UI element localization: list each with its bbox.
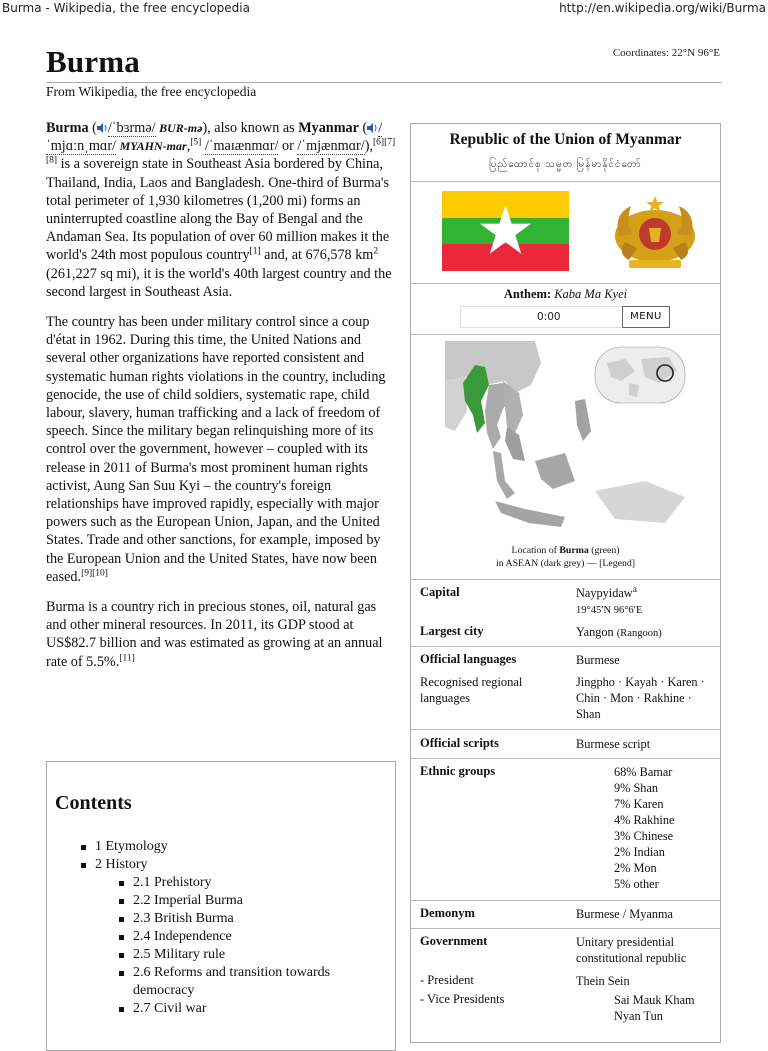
ref-link[interactable]: [6][7][8] xyxy=(46,137,396,166)
ref-link[interactable]: [5] xyxy=(190,137,202,148)
toc-item[interactable]: 2.6 Reforms and transition towards democracy xyxy=(119,964,389,1000)
divider xyxy=(411,334,720,335)
paragraph-intro: Burma ( /ˈbɜrmə/ BUR-mə), also known as Myanmar ( /ˈmjɑːnˌmɑr/ MYAHN-mar,[5] /ˈmaɪænmɑr/ or /ˈmjænmɑr/),[6][7][8] is a sovereign state in Southeast Asia bordered by China, Thailand, India, Laos and Bangladesh. One-third of Burma's total perimeter of 1,930 kilometres (1,200 mi) forms an uninterrupted coastline along the Bay of Bengal and the Andaman Sea. Its population of over 60 million makes it the world's 24th most populous country[1] and, at 676,578 $km^2$ (261,227 sq mi), it is the world's 40th largest country and the second largest in Southeast Asia. xyxy=(46,120,396,300)
flag-image[interactable] xyxy=(442,191,569,271)
toc-item[interactable]: 2.5 Military rule xyxy=(119,946,389,964)
toc-level1 xyxy=(81,838,168,874)
paragraph-economy xyxy=(46,598,396,671)
superscript-2: 2 xyxy=(373,246,379,257)
toc-item[interactable]: 2.4 Independence xyxy=(119,928,389,946)
vice-presidents-label[interactable]: - Vice Presidents xyxy=(420,992,505,1006)
divider xyxy=(411,181,720,182)
regional-languages-label: Recognised regional languages xyxy=(420,675,523,705)
text-intro-1: is a sovereign state in Southeast Asia bordered by China, Thailand, India, Laos and Bangladesh. One-third of Burma's total perimeter of 1,930 kilometres (1,200 mi) forms an uninterrupted coastline along the Bay of Bengal and the Andaman Sea. Its population of over 60 million makes it the world's 24th most populous country xyxy=(46,156,390,264)
infobox xyxy=(410,123,721,1043)
ethnic-group-item[interactable]: 4% Rakhine xyxy=(614,813,675,827)
demonym-value: Burmese / Myanma xyxy=(576,907,673,921)
ref-link[interactable]: [1] xyxy=(249,246,261,257)
player-menu-button[interactable]: MENU xyxy=(622,306,670,328)
toc-level2 xyxy=(119,874,389,1018)
divider xyxy=(411,646,720,647)
demonym-label: Demonym xyxy=(420,906,475,920)
ethnic-group-item[interactable]: 5% other xyxy=(614,877,659,891)
article-title: Burma xyxy=(46,44,140,79)
coordinates[interactable]: Coordinates: 22°N 96°E xyxy=(612,47,720,59)
map-caption-text: Location of xyxy=(511,545,557,556)
respelling-burma[interactable]: BUR-mə xyxy=(159,121,203,135)
text-intro-2: and, at 676,578 km xyxy=(260,247,374,264)
capital-link[interactable]: Naypyidaw xyxy=(576,586,633,600)
map-caption-legend[interactable]: in ASEAN (dark grey) — [Legend] xyxy=(495,558,636,569)
text-or: or xyxy=(278,138,294,155)
article-subtitle: From Wikipedia, the free encyclopedia xyxy=(46,84,257,99)
bold-burma: Burma xyxy=(46,120,89,136)
toc-item[interactable]: 2.3 British Burma xyxy=(119,910,389,928)
page-url[interactable]: http://en.wikipedia.org/wiki/Burma xyxy=(559,1,766,15)
text-economy: Burma is a country rich in precious stones, oil, natural gas and other mineral resources. In 2011, its GDP stood at US$82.7 billion and was estimated as growing at an annual rate of 5.5%. xyxy=(46,599,383,670)
browser-header xyxy=(0,0,768,20)
anthem-name[interactable]: Kaba Ma Kyei xyxy=(554,287,628,301)
regional-languages-value[interactable]: Jingpho · Kayah · Karen · Chin · Mon · Rakhine · Shan xyxy=(576,675,705,721)
toc-item[interactable]: 2.2 Imperial Burma xyxy=(119,892,389,910)
ethnic-group-item[interactable]: 9% Shan xyxy=(614,781,659,795)
toc-item[interactable]: 1 Etymology xyxy=(81,838,168,856)
president-value[interactable]: Thein Sein xyxy=(576,974,630,988)
official-scripts-value[interactable]: Burmese script xyxy=(576,737,651,751)
government-value[interactable]: Unitary presidential constitutional republic xyxy=(576,935,687,965)
title-divider xyxy=(46,82,722,83)
largest-city-label: Largest city xyxy=(420,624,484,638)
infobox-title: Republic of the Union of Myanmar xyxy=(449,131,682,148)
official-scripts-label: Official scripts xyxy=(420,736,499,750)
ethnic-group-item[interactable]: 68% Bamar xyxy=(614,765,673,779)
player-time: 0:00 xyxy=(537,311,561,323)
ethnic-group-item[interactable]: 2% Mon xyxy=(614,861,657,875)
ipa-myanmar-2[interactable]: /ˈmaɪænmɑr/ xyxy=(204,138,279,155)
ethnic-groups-list xyxy=(614,764,674,892)
toc-item[interactable]: 2.1 Prehistory xyxy=(119,874,389,892)
divider xyxy=(411,758,720,759)
ethnic-groups-label: Ethnic groups xyxy=(420,764,496,778)
vice-presidents-list xyxy=(614,992,695,1024)
capital-coordinates[interactable]: 19°45′N 96°6′E xyxy=(576,605,643,616)
text-aka: ), also known as xyxy=(202,120,299,136)
respelling-myanmar[interactable]: MYAHN-mar xyxy=(119,139,187,154)
audio-player[interactable] xyxy=(460,306,669,328)
location-map[interactable] xyxy=(445,341,689,541)
ipa-myanmar-3[interactable]: /ˈmjænmɑr/ xyxy=(297,138,365,155)
divider xyxy=(411,928,720,929)
speaker-icon[interactable] xyxy=(367,123,378,133)
president-label[interactable]: - President xyxy=(420,973,474,987)
map-caption xyxy=(411,544,720,570)
ipa-myanmar-1[interactable]: /ˈmjɑːnˌmɑr/ xyxy=(46,120,383,155)
toc-item[interactable]: 2 History xyxy=(81,856,168,874)
coat-of-arms-image[interactable] xyxy=(611,194,699,270)
map-caption-text: (green) xyxy=(591,545,620,556)
largest-city-note: (Rangoon) xyxy=(616,628,662,639)
toc-heading: Contents xyxy=(55,792,132,814)
anthem-label: Anthem: xyxy=(503,287,552,301)
divider xyxy=(411,729,720,730)
paragraph-military xyxy=(46,313,396,586)
ethnic-group-item[interactable]: 2% Indian xyxy=(614,845,665,859)
official-languages-label: Official languages xyxy=(420,652,517,666)
largest-city-link[interactable]: Yangon xyxy=(576,625,614,639)
page-title-bar: Burma - Wikipedia, the free encyclopedia xyxy=(2,1,250,15)
divider xyxy=(411,579,720,580)
largest-city-value xyxy=(576,624,662,642)
toc-item[interactable]: 2.7 Civil war xyxy=(119,1000,389,1018)
capital-label: Capital xyxy=(420,585,460,599)
anthem xyxy=(411,287,720,302)
infobox-native-name: ပြည်ထောင်စု သမ္မတ မြန်မာနိုင်ငံတော် xyxy=(489,159,642,170)
ethnic-group-item[interactable]: 7% Karen xyxy=(614,797,664,811)
table-of-contents xyxy=(46,761,396,1051)
text-military: The country has been under military control since a coup d'état in 1962. During this time, the United Nations and several other organizations have reported consistent and systematic human rights violations in the country, including genocide, the use of child soldiers, systematic rape, child labour, slavery, human trafficking and a lack of freedom of speech. Since the military began relinquishing more of its control over the government, however – coupled with its release in 2011 of Burma's most prominent human rights activist, Aung San Suu Kyi – the country's foreign relationships have improved rapidly, especially with major powers such as the European Union, Japan, and the United States. Trade and other sanctions, for example, imposed by the European Union and the United States, have now been eased. xyxy=(46,314,386,585)
text-intro-3: (261,227 sq mi), it is the world's 40th largest country and the second largest in Southeast Asia. xyxy=(46,265,392,300)
speaker-icon[interactable] xyxy=(97,123,108,133)
bold-myanmar: Myanmar xyxy=(298,120,359,136)
map-caption-country: Burma xyxy=(559,545,589,556)
government-label: Government xyxy=(420,934,488,948)
divider xyxy=(411,900,720,901)
vice-president-item[interactable]: Nyan Tun xyxy=(614,1009,663,1023)
ethnic-group-item[interactable]: 3% Chinese xyxy=(614,829,674,843)
official-languages-value[interactable]: Burmese xyxy=(576,653,620,667)
ref-link[interactable]: a xyxy=(632,584,637,595)
capital-value xyxy=(576,585,642,619)
ref-link[interactable]: [9][10] xyxy=(81,568,108,579)
vice-president-item[interactable]: Sai Mauk Kham xyxy=(614,993,695,1007)
ref-link[interactable]: [11] xyxy=(119,652,135,663)
article-body xyxy=(46,119,396,683)
divider xyxy=(411,283,720,284)
ipa-burma[interactable]: /ˈbɜrmə/ xyxy=(107,120,156,136)
